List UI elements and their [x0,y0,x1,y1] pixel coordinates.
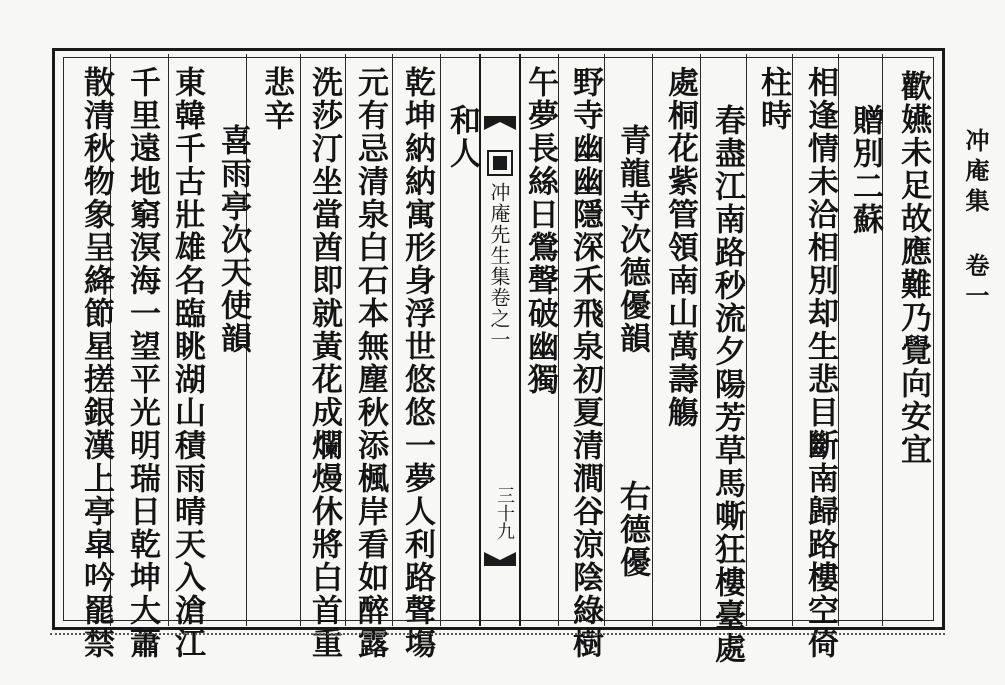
text-column: 處桐花紫管領南山萬壽觴 [662,66,698,429]
author-note: 右德優 [614,480,650,579]
text-column: 散清秋物象呈絳節星搓銀漢上亭皐吟罷禁 [78,66,114,660]
text-column: 春盡江南路秒流夕陽芳草馬嘶狂樓臺處 [709,104,745,665]
bottom-dotted-rule [50,633,945,635]
text-column: 元有忌清泉白石本無塵秋添楓岸看如醉露 [352,66,388,660]
seal-icon [487,150,513,176]
text-column: 午夢長絲日鶯聲破幽獨 [522,66,558,396]
poem-title: 和人 [444,104,480,170]
poem-title: 喜雨亭次天使韻 [215,124,251,355]
center-fold [479,54,521,626]
text-column: 乾坤納納寓形身浮世悠悠一夢人利路聲塲 [399,66,435,660]
center-title: 冲庵先生集卷之一 [487,182,511,350]
folio-number: 三十九 [494,486,515,540]
fish-tail-icon [484,552,516,566]
text-column: 洗莎汀坐當酋即就黃花成爛熳休將白首重 [306,66,342,660]
column-rule [700,54,701,626]
text-column: 悲辛 [258,66,294,132]
fish-tail-icon [484,116,516,130]
text-column: 野寺幽幽隱深禾飛泉初夏清澗谷涼陰綠樹 [567,66,603,660]
text-column: 相逢情未洽相別却生悲目斷南歸路樓空倚 [802,66,838,660]
side-header: 冲庵集 卷一 [961,128,990,313]
column-rule [652,54,653,626]
text-column: 千里遠地窮溟海一望平光明瑞日乾坤大蕭 [124,66,160,660]
poem-title: 青龍寺次德優韻 [614,124,650,355]
column-rule [792,54,793,626]
text-column: 東韓千古壯雄名臨眺湖山積雨晴天入滄江 [169,66,205,660]
text-column: 歡嬿未足故應難乃覺向安宜 [895,70,931,466]
poem-title: 贈別二蘇 [847,104,883,236]
text-column: 柱時 [755,66,791,132]
column-rule [300,54,301,626]
column-rule [345,54,346,626]
column-rule [392,54,393,626]
column-rule [440,54,441,626]
